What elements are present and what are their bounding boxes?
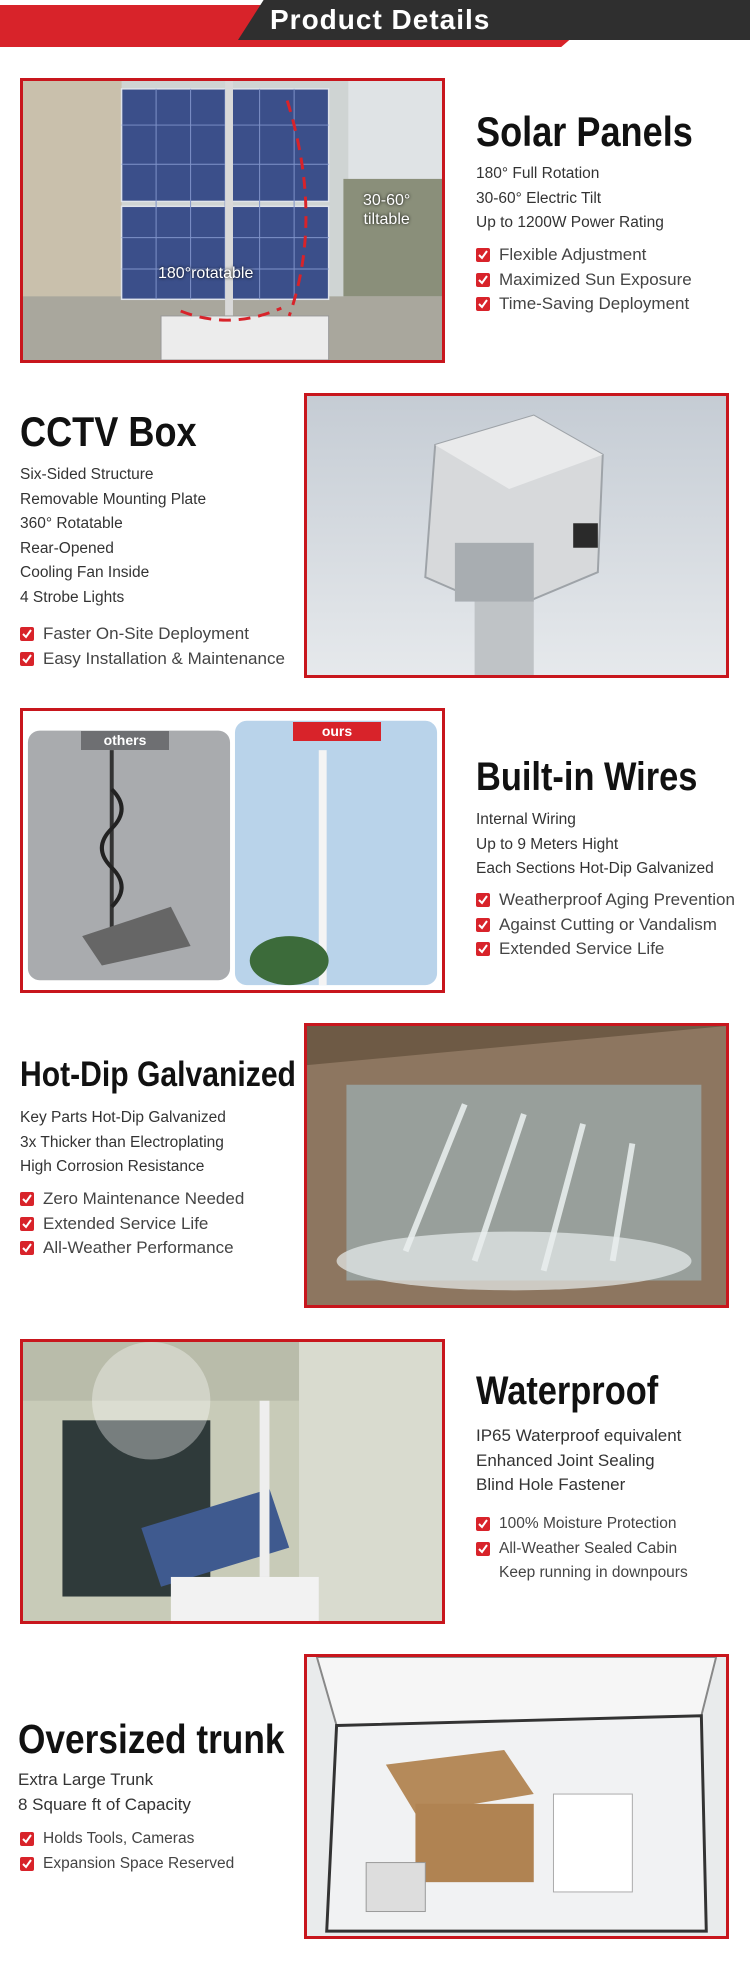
checkbox-icon (476, 248, 490, 262)
feature-item (476, 888, 735, 913)
header-bar (0, 0, 750, 48)
hot-dip-galvanized-specs (20, 1106, 226, 1180)
section-title-built-in-wires: Built-in Wires (476, 755, 698, 799)
feature-item (476, 1512, 688, 1537)
feature-text: Easy Installation & Maintenance (43, 648, 285, 668)
checkbox-icon (476, 1517, 490, 1531)
spec-line: Six-Sided Structure (20, 466, 154, 483)
spec-line: Cooling Fan Inside (20, 564, 150, 581)
feature-text: Maximized Sun Exposure (499, 269, 692, 289)
checkbox-icon (476, 1542, 490, 1556)
spec-line: High Corrosion Resistance (20, 1158, 205, 1175)
feature-text: Expansion Space Reserved (43, 1854, 235, 1872)
feature-text: Holds Tools, Cameras (43, 1830, 195, 1847)
feature-text: All-Weather Performance (43, 1238, 234, 1257)
feature-item (476, 937, 735, 962)
checkbox-icon (476, 297, 490, 311)
built-in-wires-specs (476, 808, 714, 882)
section-title-cctv-box: CCTV Box (20, 408, 197, 455)
spec-line: IP65 Waterproof equivalent (476, 1426, 682, 1445)
others-label: others (81, 731, 169, 750)
hot-dip-galvanized-features (20, 1187, 244, 1261)
section-title-oversized-trunk: Oversized trunk (18, 1716, 285, 1762)
checkbox-icon (20, 652, 34, 666)
tilt-overlay-label (363, 191, 410, 229)
feature-item (476, 1537, 688, 1562)
ours-label: ours (293, 722, 381, 741)
spec-line: Key Parts Hot-Dip Galvanized (20, 1109, 226, 1126)
waterproof-photo (20, 1339, 445, 1624)
waterproof-specs (476, 1424, 681, 1498)
spec-line: Internal Wiring (476, 811, 576, 828)
feature-text: 100% Moisture Protection (499, 1515, 677, 1532)
checkbox-icon (20, 1241, 34, 1255)
feature-text: Flexible Adjustment (499, 245, 647, 264)
checkbox-icon (20, 1192, 34, 1206)
oversized-trunk-specs (18, 1768, 191, 1817)
feature-item (476, 292, 692, 317)
spec-line: 8 Square ft of Capacity (18, 1794, 191, 1814)
checkbox-icon (476, 942, 490, 956)
feature-item (476, 913, 735, 938)
oversized-trunk-features (20, 1827, 234, 1876)
feature-text: Extended Service Life (43, 1213, 209, 1233)
checkbox-icon (476, 918, 490, 932)
spec-line: Extra Large Trunk (18, 1770, 154, 1789)
section-title-waterproof: Waterproof (476, 1369, 659, 1413)
spec-line: Enhanced Joint Sealing (476, 1450, 655, 1470)
solar-panels-specs (476, 162, 664, 236)
feature-note: Keep running in downpours (499, 1564, 688, 1581)
feature-item (20, 1187, 244, 1212)
spec-line: 4 Strobe Lights (20, 588, 125, 606)
tiltable-text: tiltable (363, 211, 410, 228)
section-title-solar-panels: Solar Panels (476, 108, 693, 155)
feature-item (476, 243, 692, 268)
spec-line: 180° Full Rotation (476, 165, 600, 182)
waterproof-features (476, 1512, 688, 1586)
feature-item (20, 1236, 244, 1261)
spec-line: Rear-Opened (20, 539, 114, 557)
feature-text: Against Cutting or Vandalism (499, 914, 717, 934)
checkbox-icon (476, 893, 490, 907)
page-title: Product Details (270, 4, 491, 35)
built-in-wires-photo (20, 708, 445, 993)
checkbox-icon (476, 273, 490, 287)
hot-dip-galvanized-photo (304, 1023, 729, 1308)
feature-text: Faster On-Site Deployment (43, 624, 249, 643)
spec-line: 3x Thicker than Electroplating (20, 1133, 224, 1151)
oversized-trunk-photo (304, 1654, 729, 1939)
checkbox-icon (20, 1832, 34, 1846)
built-in-wires-features (476, 888, 735, 962)
checkbox-icon (20, 1857, 34, 1871)
feature-item (20, 1212, 244, 1237)
feature-text: Weatherproof Aging Prevention (499, 890, 735, 909)
tilt-range-text: 30-60° (363, 192, 411, 209)
rotatable-overlay-label: 180°rotatable (158, 265, 254, 282)
spec-line: Up to 9 Meters Hight (476, 835, 619, 853)
spec-line: 360° Rotatable (20, 515, 123, 532)
feature-item (20, 1827, 234, 1852)
spec-line: Up to 1200W Power Rating (476, 214, 664, 231)
feature-text: Zero Maintenance Needed (43, 1189, 245, 1208)
feature-text: Time-Saving Deployment (499, 294, 690, 313)
solar-panels-features (476, 243, 692, 317)
feature-text: Extended Service Life (499, 939, 665, 958)
cctv-box-photo (304, 393, 729, 678)
feature-item (20, 1852, 234, 1877)
checkbox-icon (20, 627, 34, 641)
feature-text: All-Weather Sealed Cabin (499, 1539, 678, 1557)
feature-item (20, 622, 285, 647)
spec-line: Removable Mounting Plate (20, 490, 207, 508)
cctv-box-specs (20, 463, 206, 610)
section-title-hot-dip-galvanized: Hot-Dip Galvanized (20, 1055, 296, 1094)
spec-line: Blind Hole Fastener (476, 1475, 626, 1494)
solar-panels-photo (20, 78, 445, 363)
spec-line: 30-60° Electric Tilt (476, 189, 602, 207)
cctv-box-features (20, 622, 285, 671)
checkbox-icon (20, 1217, 34, 1231)
feature-item (476, 268, 692, 293)
spec-line: Each Sections Hot-Dip Galvanized (476, 860, 714, 877)
feature-item (20, 647, 285, 672)
